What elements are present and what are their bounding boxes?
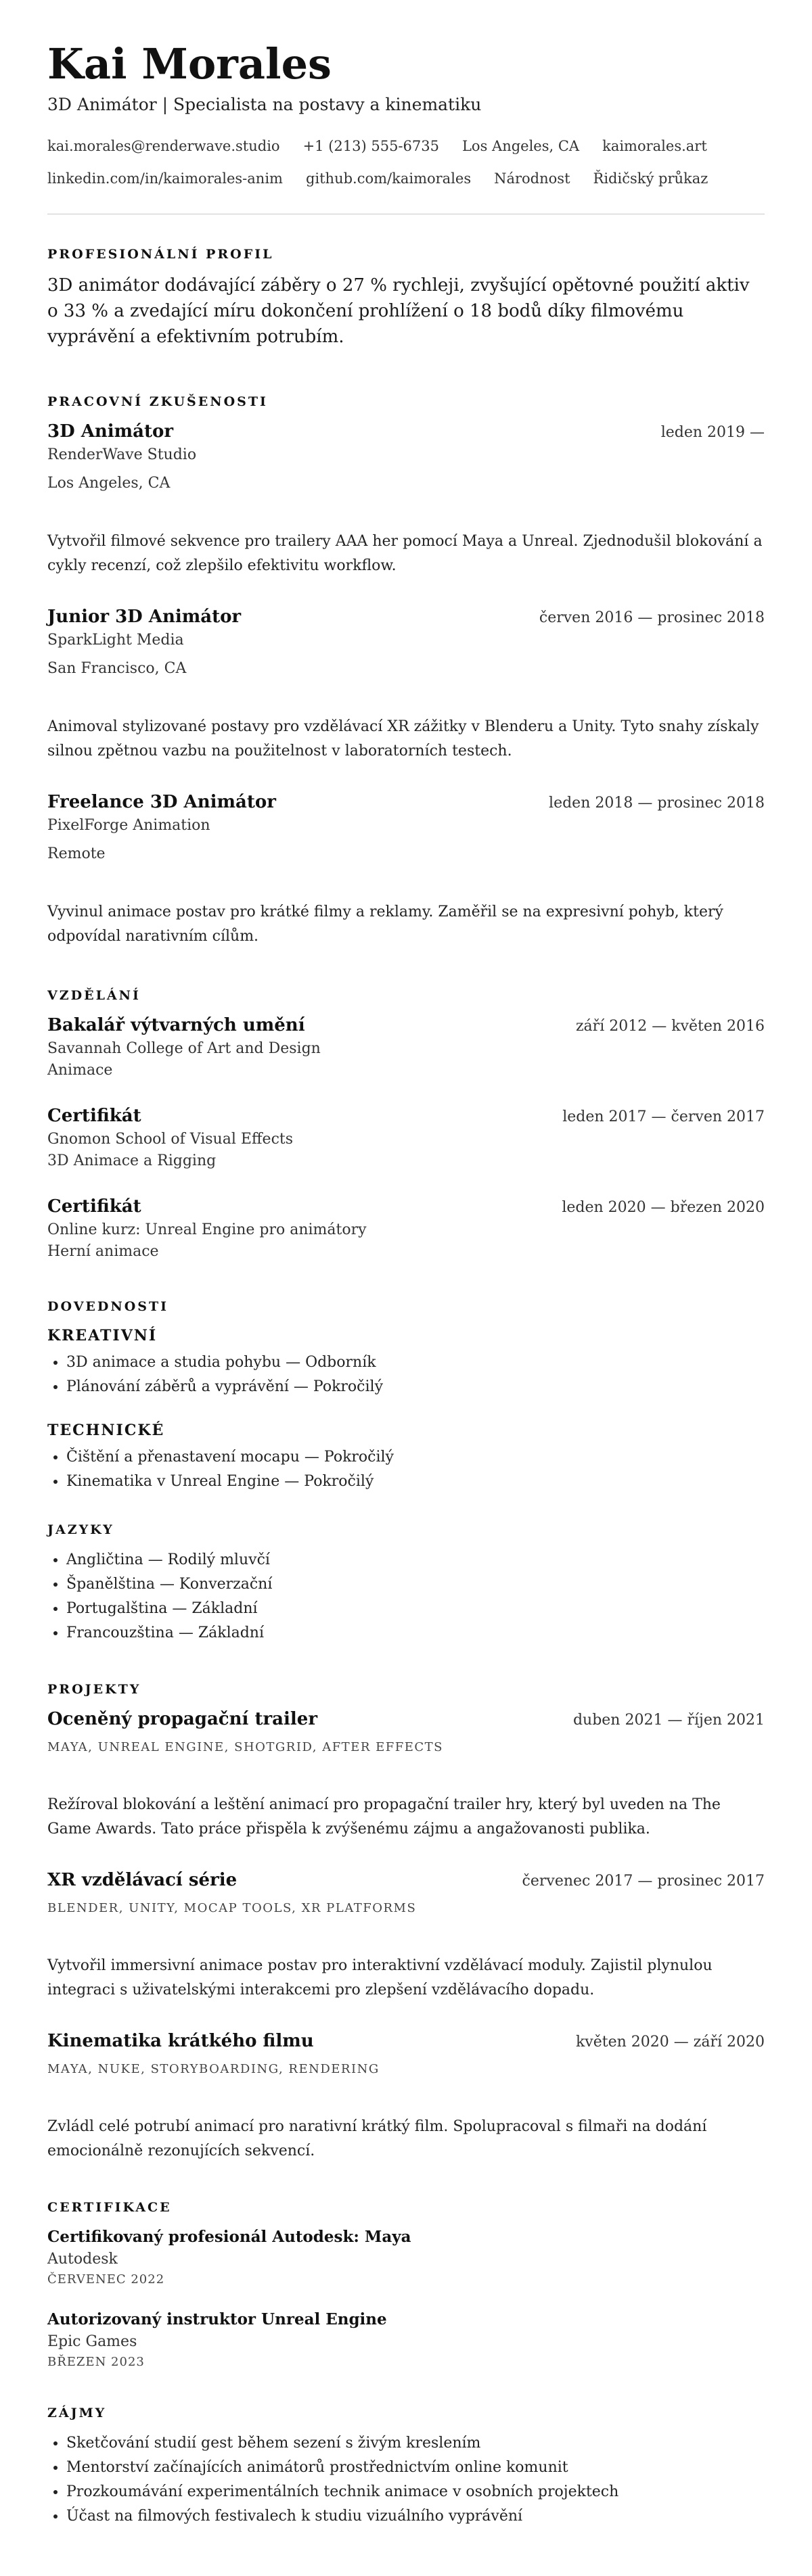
- languages-title: JAZYKY: [47, 1522, 114, 1537]
- interest-item: • Prozkoumávání experimentálních technik animace v osobních projektech: [66, 2480, 765, 2504]
- certification-date: ČERVENEC 2022: [47, 2272, 165, 2287]
- certification-name: Certifikovaný profesionál Autodesk: Maya: [47, 2228, 411, 2246]
- project-tech: MAYA, NUKE, STORYBOARDING, RENDERING: [47, 2062, 380, 2076]
- job-company: RenderWave Studio: [47, 446, 197, 463]
- job-description: Animoval stylizované postavy pro vzdělávací XR zážitky v Blenderu a Unity. Tyto snahy získaly silnou zpětnou vazbu na použitelnost v laboratorních testech.: [47, 718, 759, 759]
- project-description: Režíroval blokování a leštění animací pro propagační trailer hry, který byl uveden na The Game Awards. Tato práce přispěla k zvýšenému zájmu a angažovanosti publika.: [47, 1796, 721, 1837]
- contact-row-secondary: [47, 169, 765, 188]
- languages-section: [47, 1521, 765, 1645]
- job-location: San Francisco, CA: [47, 660, 187, 677]
- skills-title: DOVEDNOSTI: [47, 1299, 169, 1314]
- interest-item: • Sketčování studií gest během sezení s živým kreslením: [66, 2431, 765, 2456]
- skill-item: • 3D animace a studia pohybu — Odborník: [66, 1351, 765, 1375]
- skill-item: • Čištění a přenastavení mocapu — Pokročilý: [66, 1445, 765, 1470]
- experience-entry: [47, 420, 765, 578]
- languages-list: [47, 1548, 765, 1645]
- project-description: Vytvořil immersivní animace postav pro interaktivní vzdělávací moduly. Zajistil plynulou integraci s uživatelskými interakcemi pro zlepšení vzdělávacího dopadu.: [47, 1957, 713, 1998]
- skills-section: [47, 1298, 765, 1494]
- degree-title: Certifikát: [47, 1196, 141, 1217]
- project-entry: [47, 1869, 765, 2003]
- profile-section: [47, 245, 765, 350]
- education-school: Gnomon School of Visual Effects: [47, 1131, 294, 1148]
- job-company: PixelForge Animation: [47, 817, 210, 834]
- skills-list: [47, 1445, 765, 1494]
- job-title: Freelance 3D Animátor: [47, 792, 276, 812]
- experience-entry: [47, 791, 765, 949]
- experience-title: PRACOVNÍ ZKUŠENOSTI: [47, 394, 268, 409]
- language-item: • Španělština — Konverzační: [66, 1572, 765, 1597]
- contact-github[interactable]: github.com/kaimorales: [305, 170, 472, 187]
- job-location: Remote: [47, 845, 106, 862]
- job-title: Junior 3D Animátor: [47, 607, 242, 627]
- interest-item: • Účast na filmových festivalech k studiu vizuálního vyprávění: [66, 2504, 765, 2529]
- candidate-name: Kai Morales: [47, 39, 332, 89]
- certification-date: BŘEZEN 2023: [47, 2355, 145, 2369]
- project-dates: duben 2021 — říjen 2021: [572, 1712, 765, 1729]
- interests-section: [47, 2404, 765, 2529]
- job-dates: leden 2018 — prosinec 2018: [549, 795, 765, 812]
- skill-item: • Kinematika v Unreal Engine — Pokročilý: [66, 1470, 765, 1494]
- education-entry: [47, 1104, 765, 1172]
- project-name: XR vzdělávací série: [47, 1870, 238, 1890]
- language-item: • Angličtina — Rodilý mluvčí: [66, 1548, 765, 1572]
- job-title: 3D Animátor: [47, 421, 174, 442]
- contact-website[interactable]: kaimorales.art: [602, 138, 707, 154]
- education-entry: [47, 1014, 765, 1081]
- interest-item: • Mentorství začínajících animátorů prostřednictvím online komunit: [66, 2456, 765, 2480]
- project-dates: červenec 2017 — prosinec 2017: [522, 1873, 765, 1890]
- contact-linkedin[interactable]: linkedin.com/in/kaimorales-anim: [47, 170, 283, 187]
- experience-section: [47, 393, 765, 949]
- education-dates: září 2012 — květen 2016: [575, 1018, 765, 1035]
- project-name: Kinematika krátkého filmu: [47, 2031, 314, 2051]
- job-dates: červen 2016 — prosinec 2018: [539, 609, 765, 626]
- education-field: Animace: [47, 1062, 113, 1079]
- project-tech: BLENDER, UNITY, MOCAP TOOLS, XR PLATFORMS: [47, 1901, 417, 1915]
- experience-entry: [47, 605, 765, 764]
- interests-title: ZÁJMY: [47, 2406, 107, 2420]
- job-location: Los Angeles, CA: [47, 475, 171, 492]
- job-dates: leden 2019 —: [660, 424, 765, 441]
- contact-driving-license: Řidičský průkaz: [593, 170, 708, 187]
- skills-group-title: KREATIVNÍ: [47, 1327, 158, 1344]
- certification-entry: [47, 2308, 765, 2372]
- project-entry: [47, 2030, 765, 2163]
- job-company: SparkLight Media: [47, 632, 184, 649]
- project-entry: [47, 1708, 765, 1842]
- certifications-section: [47, 2199, 765, 2372]
- project-tech: MAYA, UNREAL ENGINE, SHOTGRID, AFTER EFFECTS: [47, 1740, 443, 1754]
- education-entry: [47, 1195, 765, 1263]
- project-name: Oceněný propagační trailer: [47, 1709, 318, 1729]
- skill-item: • Plánování záběrů a vyprávění — Pokročilý: [66, 1375, 765, 1399]
- certification-name: Autorizovaný instruktor Unreal Engine: [47, 2310, 387, 2328]
- project-dates: květen 2020 — září 2020: [575, 2034, 765, 2051]
- profile-summary: 3D animátor dodávající záběry o 27 % rychleji, zvyšující opětovné použití aktiv o 33 % a zvedající míru dokončení prohlížení o 18 bodů díky filmovému vyprávění a efektivním potrubím.: [47, 275, 750, 347]
- profile-title: PROFESIONÁLNÍ PROFIL: [47, 247, 274, 262]
- contact-phone[interactable]: +1 (213) 555-6735: [302, 138, 439, 154]
- projects-section: [47, 1681, 765, 2163]
- education-dates: leden 2020 — březen 2020: [562, 1199, 765, 1216]
- project-description: Zvládl celé potrubí animací pro narativní krátký film. Spolupracoval s filmaři na dodání emocionálně rezonujících sekvencí.: [47, 2118, 707, 2159]
- education-field: 3D Animace a Rigging: [47, 1152, 217, 1169]
- contact-row-primary: [47, 137, 765, 156]
- education-school: Savannah College of Art and Design: [47, 1040, 321, 1057]
- certification-issuer: Autodesk: [47, 2251, 118, 2268]
- projects-title: PROJEKTY: [47, 1682, 141, 1697]
- language-item: • Portugalština — Základní: [66, 1597, 765, 1621]
- interests-list: [47, 2431, 765, 2529]
- education-school: Online kurz: Unreal Engine pro animátory: [47, 1221, 367, 1238]
- degree-title: Bakalář výtvarných umění: [47, 1015, 305, 1035]
- contact-email[interactable]: kai.morales@renderwave.studio: [47, 138, 280, 154]
- certifications-title: CERTIFIKACE: [47, 2200, 172, 2215]
- education-section: [47, 987, 765, 1263]
- skills-group-title: TECHNICKÉ: [47, 1422, 165, 1439]
- education-field: Herní animace: [47, 1243, 159, 1260]
- degree-title: Certifikát: [47, 1106, 141, 1126]
- job-description: Vytvořil filmové sekvence pro trailery AAA her pomocí Maya a Unreal. Zjednodušil blokování a cykly recenzí, což zlepšilo efektivitu workflow.: [47, 533, 763, 574]
- contact-nationality: Národnost: [494, 170, 570, 187]
- certification-issuer: Epic Games: [47, 2333, 137, 2350]
- job-description: Vyvinul animace postav pro krátké filmy a reklamy. Zaměřil se na expresivní pohyb, který odpovídal narativním cílům.: [47, 904, 723, 945]
- skills-list: [47, 1351, 765, 1399]
- language-item: • Francouzština — Základní: [66, 1621, 765, 1645]
- candidate-headline: 3D Animátor | Specialista na postavy a kinematiku: [47, 95, 482, 114]
- certification-entry: [47, 2226, 765, 2289]
- contact-location: Los Angeles, CA: [461, 138, 580, 154]
- education-title: VZDĚLÁNÍ: [47, 988, 141, 1003]
- education-dates: leden 2017 — červen 2017: [562, 1108, 765, 1125]
